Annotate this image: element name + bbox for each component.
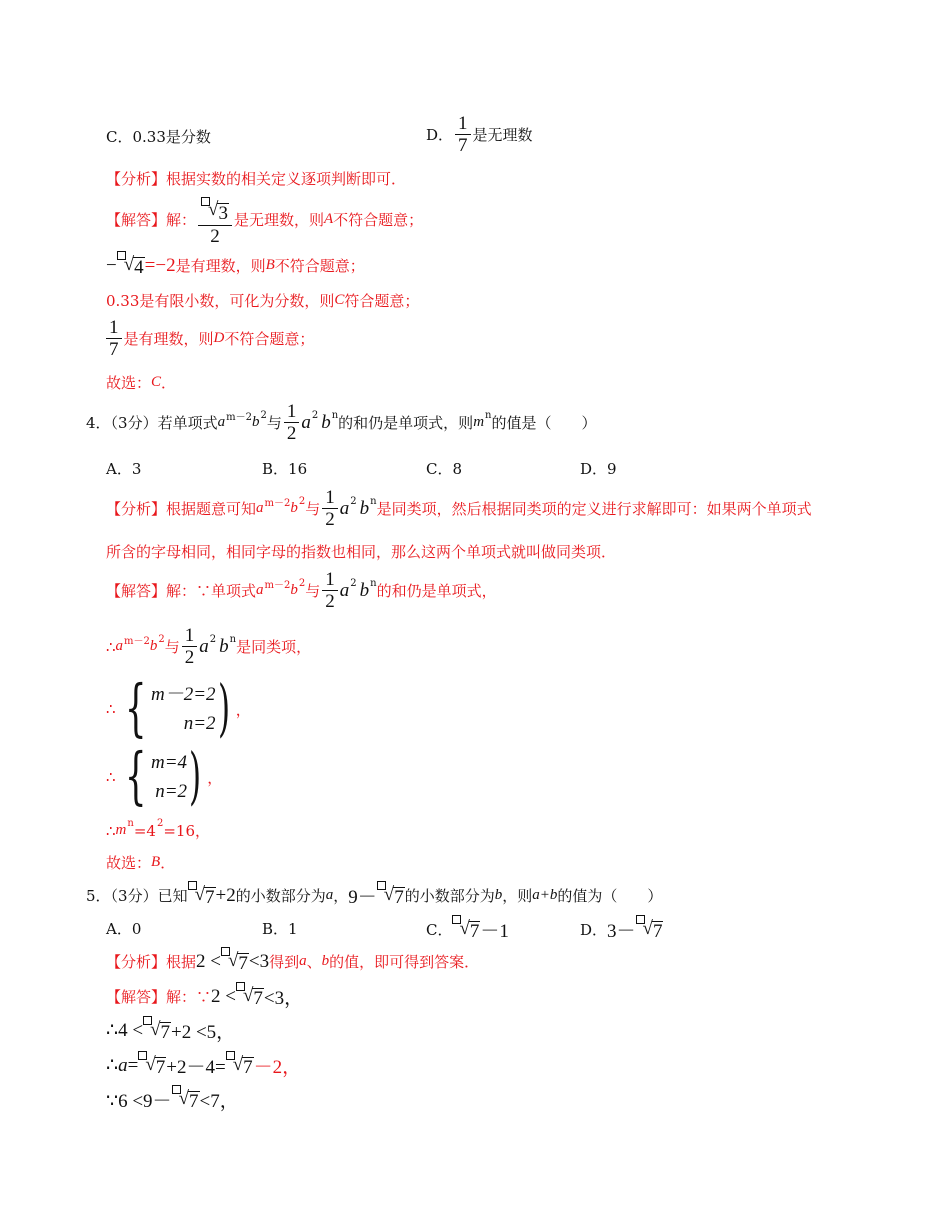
- q3-option-c: C．0.33是分数: [106, 128, 211, 146]
- q3-solution-line1: 【解答】解： √ 3 2 是无理数，则 A 不符合题意；: [106, 194, 423, 246]
- q4-analysis-line2: 所含的字母相同，相同字母的指数也相同，那么这两个单项式就叫做同类项．: [106, 543, 617, 561]
- q4-option-a: A．3: [106, 460, 142, 478]
- q4-solution-line2: ∴ a m－2 b 2 与 $\frac{1}{2}$ a 2 b n 是同类项，: [106, 625, 312, 668]
- q4-analysis-line1: 【分析】根据题意可知 a m－2 b 2 与 $\frac{1}{2}$ a 2 b n 是同类项，然后根据同类项的定义进行求解即可：如果两个单项式: [106, 487, 812, 530]
- q3-analysis: 【分析】根据实数的相关定义逐项判断即可．: [106, 170, 407, 188]
- q5-solution-line2: ∴4 < √ 7 +2 <5，: [106, 1017, 235, 1044]
- q4-stem: 4．（3分）若单项式 a m－2 b 2 与 $\frac{1}{2}$ a 2 b n 的和仍是单项式，则 m n 的值是（ ）: [86, 401, 597, 444]
- q5-stem: 5．（3分）已知 √ 7 +2 的小数部分为 a ， 9－ √ 7 的小数部分为 b ，则 a+b 的值为（ ）: [86, 882, 662, 909]
- q4-result: ∴ m n =4 2 =16，: [106, 818, 210, 840]
- q3-solution-line4: $\frac{1}{7}$ 是有理数，则 D 不符合题意；: [106, 318, 314, 359]
- q3-option-d: D． $\frac{1}{7}$ 是无理数: [426, 113, 533, 156]
- q5-option-d: D． 3－ √ 7: [580, 916, 663, 943]
- q5-option-b: B．1: [262, 920, 298, 938]
- q5-option-c: C． √ 7 －1: [426, 916, 509, 943]
- q4-option-d: D．9: [580, 460, 617, 478]
- q4-system-2: ∴ { m=4 n=2 ) ，: [106, 739, 223, 812]
- q5-analysis: 【分析】根据 2 < √ 7 <3 得到 a 、 b 的值，即可得到答案．: [106, 950, 479, 974]
- q5-option-a: A．0: [106, 920, 142, 938]
- q5-solution-line3: ∴ a = √ 7 +2－4= √ 7 －2，: [106, 1052, 301, 1079]
- q5-solution-line1: 【解答】解：∵ 2 < √ 7 <3，: [106, 983, 303, 1010]
- q4-option-b: B．16: [262, 460, 308, 478]
- q4-answer: 故选： B ．: [106, 854, 176, 872]
- q4-option-c: C．8: [426, 460, 463, 478]
- q5-solution-line4: ∵6 <9－ √ 7 <7，: [106, 1086, 239, 1113]
- q3-solution-line3: 0.33是有限小数，可化为分数，则 C 符合题意；: [106, 292, 420, 310]
- q4-system-1: ∴ { m－2=2 n=2 ) ，: [106, 671, 251, 744]
- q3-solution-line2: − √ 4 =−2 是有理数，则 B 不符合题意；: [106, 254, 365, 278]
- q4-solution-line1: 【解答】解：∵单项式 a m－2 b 2 与 $\frac{1}{2}$ a 2 b n 的和仍是单项式，: [106, 569, 497, 612]
- q3-answer: 故选： C ．: [106, 374, 177, 392]
